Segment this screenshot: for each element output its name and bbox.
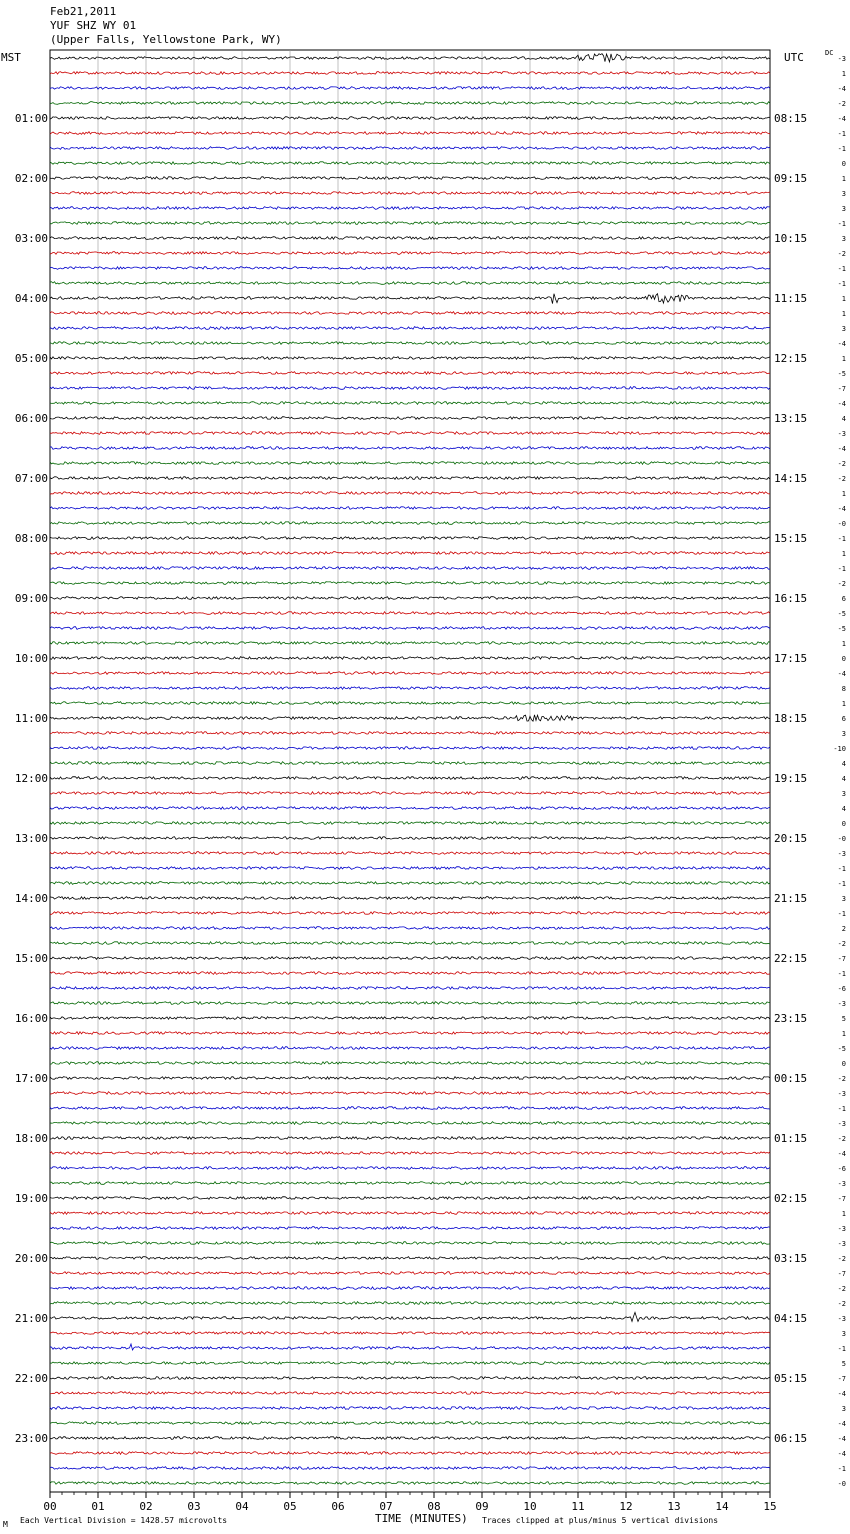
- seismic-trace: [50, 1242, 770, 1245]
- dc-offset-value: -3: [837, 1315, 846, 1323]
- utc-hour-label: 01:15: [774, 1132, 808, 1145]
- dc-offset-value: -5: [837, 610, 846, 618]
- seismic-trace: [50, 522, 770, 525]
- dc-offset-value: -2: [837, 250, 846, 258]
- dc-offset-value: 0: [841, 1060, 846, 1068]
- x-tick-label: 13: [667, 1500, 681, 1513]
- seismic-trace: [50, 222, 770, 225]
- x-tick-label: 14: [715, 1500, 729, 1513]
- dc-offset-value: 4: [841, 775, 846, 783]
- seismic-trace: [50, 972, 770, 975]
- seismic-trace: [50, 777, 770, 780]
- seismic-trace: [50, 927, 770, 930]
- seismic-trace: [50, 612, 770, 615]
- dc-offset-value: 1: [841, 175, 846, 183]
- mst-hour-label: 05:00: [14, 352, 48, 365]
- seismic-trace: [50, 957, 770, 960]
- dc-offset-value: -1: [837, 145, 846, 153]
- seismic-trace: [50, 1212, 770, 1215]
- utc-hour-label: 13:15: [774, 412, 808, 425]
- seismic-trace: [50, 1167, 770, 1170]
- seismic-trace: [50, 1107, 770, 1110]
- x-tick-label: 05: [283, 1500, 297, 1513]
- seismic-trace: [50, 1227, 770, 1230]
- seismic-trace: [50, 882, 770, 885]
- seismic-trace: [50, 1362, 770, 1365]
- mst-hour-label: 01:00: [14, 112, 48, 125]
- dc-offset-value: 6: [841, 715, 846, 723]
- dc-offset-value: 0: [841, 820, 846, 828]
- dc-offset-value: 3: [841, 1405, 846, 1413]
- seismic-trace: [50, 1077, 770, 1080]
- utc-hour-label: 00:15: [774, 1072, 808, 1085]
- dc-offset-value: -4: [837, 505, 846, 513]
- seismic-trace: [50, 162, 770, 165]
- station-location: (Upper Falls, Yellowstone Park, WY): [50, 33, 282, 46]
- seismic-trace: [50, 147, 770, 150]
- seismic-trace: [50, 357, 770, 360]
- seismic-trace: [50, 1302, 770, 1305]
- seismic-trace: [50, 72, 770, 75]
- dc-offset-value: -4: [837, 1390, 846, 1398]
- dc-offset-value: -2: [837, 1255, 846, 1263]
- seismic-trace: [50, 942, 770, 945]
- seismic-trace: [50, 342, 770, 345]
- seismic-trace: [50, 102, 770, 105]
- dc-offset-value: -7: [837, 1375, 846, 1383]
- x-tick-label: 03: [187, 1500, 201, 1513]
- seismic-trace: [50, 552, 770, 555]
- dc-offset-value: -5: [837, 625, 846, 633]
- utc-hour-label: 16:15: [774, 592, 808, 605]
- mst-hour-label: 17:00: [14, 1072, 48, 1085]
- x-tick-label: 01: [91, 1500, 105, 1513]
- mst-hour-label: 14:00: [14, 892, 48, 905]
- dc-offset-value: 3: [841, 205, 846, 213]
- dc-offset-value: 2: [841, 925, 846, 933]
- seismic-trace: [50, 807, 770, 810]
- dc-offset-value: -7: [837, 1270, 846, 1278]
- seismic-trace: [50, 867, 770, 870]
- mst-hour-label: 10:00: [14, 652, 48, 665]
- dc-offset-value: -4: [837, 445, 846, 453]
- dc-offset-value: -1: [837, 535, 846, 543]
- dc-offset-value: -3: [837, 1180, 846, 1188]
- dc-offset-value: -1: [837, 130, 846, 138]
- seismic-trace: [50, 87, 770, 90]
- mst-hour-label: 11:00: [14, 712, 48, 725]
- x-tick-label: 11: [571, 1500, 585, 1513]
- dc-offset-value: -4: [837, 115, 846, 123]
- dc-offset-value: -2: [837, 1300, 846, 1308]
- dc-offset-value: -6: [837, 1165, 846, 1173]
- dc-offset-value: 1: [841, 70, 846, 78]
- corner-mark: M: [3, 1520, 8, 1529]
- seismic-trace: [50, 1344, 770, 1350]
- seismic-trace: [50, 1002, 770, 1005]
- dc-offset-value: -1: [837, 1105, 846, 1113]
- utc-hour-label: 03:15: [774, 1252, 808, 1265]
- mst-hour-label: 09:00: [14, 592, 48, 605]
- dc-offset-value: 8: [841, 685, 846, 693]
- seismic-trace: [50, 117, 770, 120]
- clip-note: Traces clipped at plus/minus 5 vertical divisions: [482, 1516, 719, 1525]
- dc-offset-value: -4: [837, 670, 846, 678]
- dc-offset-value: 3: [841, 790, 846, 798]
- dc-offset-value: -7: [837, 955, 846, 963]
- utc-hour-label: 22:15: [774, 952, 808, 965]
- utc-hour-label: 19:15: [774, 772, 808, 785]
- dc-offset-value: -3: [837, 55, 846, 63]
- seismic-trace: [50, 1482, 770, 1485]
- seismic-trace: [50, 762, 770, 765]
- seismic-trace: [50, 1287, 770, 1290]
- seismic-trace: [50, 1392, 770, 1395]
- plot-date: Feb21,2011: [50, 5, 117, 18]
- seismic-trace: [50, 1422, 770, 1425]
- dc-offset-value: -1: [837, 970, 846, 978]
- utc-hour-label: 02:15: [774, 1192, 808, 1205]
- dc-offset-value: -5: [837, 370, 846, 378]
- x-tick-label: 10: [523, 1500, 537, 1513]
- utc-hour-label: 15:15: [774, 532, 808, 545]
- x-tick-label: 07: [379, 1500, 393, 1513]
- dc-offset-value: -10: [833, 745, 846, 753]
- dc-offset-value: 6: [841, 595, 846, 603]
- dc-offset-value: -1: [837, 910, 846, 918]
- seismic-trace: [50, 1017, 770, 1020]
- dc-offset-value: -3: [837, 1000, 846, 1008]
- dc-offset-value: -1: [837, 880, 846, 888]
- seismic-trace: [50, 1452, 770, 1455]
- utc-hour-label: 09:15: [774, 172, 808, 185]
- dc-offset-value: -4: [837, 1450, 846, 1458]
- seismic-trace: [50, 417, 770, 420]
- x-tick-label: 04: [235, 1500, 249, 1513]
- station-code: YUF SHZ WY 01: [50, 19, 137, 32]
- seismic-trace: [50, 582, 770, 585]
- dc-offset-value: 1: [841, 310, 846, 318]
- seismic-trace: [50, 657, 770, 660]
- utc-hour-label: 23:15: [774, 1012, 808, 1025]
- dc-offset-value: -7: [837, 1195, 846, 1203]
- seismic-trace: [50, 54, 770, 62]
- dc-offset-value: 5: [841, 1360, 846, 1368]
- dc-offset-value: -4: [837, 1150, 846, 1158]
- seismic-trace: [50, 372, 770, 375]
- dc-offset-value: -1: [837, 565, 846, 573]
- seismic-trace: [50, 132, 770, 135]
- seismic-trace: [50, 1437, 770, 1440]
- seismic-trace: [50, 1272, 770, 1275]
- dc-offset-value: -3: [837, 1225, 846, 1233]
- seismic-trace: [50, 537, 770, 540]
- dc-offset-value: -0: [837, 1480, 846, 1488]
- seismic-trace: [50, 732, 770, 735]
- x-tick-label: 08: [427, 1500, 441, 1513]
- seismic-trace: [50, 402, 770, 405]
- seismic-trace: [50, 1312, 770, 1321]
- utc-hour-label: 18:15: [774, 712, 808, 725]
- mst-hour-label: 19:00: [14, 1192, 48, 1205]
- x-axis-title: TIME (MINUTES): [375, 1512, 468, 1525]
- seismic-trace: [50, 897, 770, 900]
- mst-hour-label: 22:00: [14, 1372, 48, 1385]
- dc-offset-value: 5: [841, 1015, 846, 1023]
- dc-offset-value: -3: [837, 850, 846, 858]
- dc-offset-value: -1: [837, 220, 846, 228]
- dc-offset-value: -2: [837, 475, 846, 483]
- utc-hour-label: 20:15: [774, 832, 808, 845]
- mst-hour-label: 16:00: [14, 1012, 48, 1025]
- dc-label: DC: [825, 49, 834, 57]
- seismic-trace: [50, 1257, 770, 1260]
- seismic-trace: [50, 1197, 770, 1200]
- utc-hour-label: 04:15: [774, 1312, 808, 1325]
- dc-offset-value: -1: [837, 865, 846, 873]
- seismic-trace: [50, 267, 770, 270]
- utc-hour-label: 05:15: [774, 1372, 808, 1385]
- seismic-trace: [50, 687, 770, 690]
- seismic-trace: [50, 177, 770, 180]
- mst-hour-label: 08:00: [14, 532, 48, 545]
- mst-hour-label: 23:00: [14, 1432, 48, 1445]
- dc-offset-value: 1: [841, 490, 846, 498]
- seismic-trace: [50, 837, 770, 840]
- dc-offset-value: 1: [841, 1210, 846, 1218]
- dc-offset-value: -7: [837, 385, 846, 393]
- seismic-trace: [50, 792, 770, 795]
- dc-offset-value: 1: [841, 355, 846, 363]
- seismic-trace: [50, 822, 770, 825]
- seismic-trace: [50, 672, 770, 675]
- x-tick-label: 12: [619, 1500, 633, 1513]
- utc-hour-label: 11:15: [774, 292, 808, 305]
- seismic-trace: [50, 627, 770, 630]
- dc-offset-value: 3: [841, 895, 846, 903]
- dc-offset-value: -3: [837, 1090, 846, 1098]
- seismic-trace: [50, 597, 770, 600]
- seismic-trace: [50, 192, 770, 195]
- dc-offset-value: -1: [837, 265, 846, 273]
- dc-offset-value: -0: [837, 835, 846, 843]
- dc-offset-value: -6: [837, 985, 846, 993]
- scale-note: Each Vertical Division = 1428.57 microvolts: [20, 1516, 228, 1525]
- seismic-trace: [50, 1137, 770, 1140]
- mst-hour-label: 15:00: [14, 952, 48, 965]
- dc-offset-value: 1: [841, 700, 846, 708]
- seismic-trace: [50, 462, 770, 465]
- seismic-trace: [50, 387, 770, 390]
- dc-offset-value: 1: [841, 550, 846, 558]
- dc-offset-value: -2: [837, 580, 846, 588]
- dc-offset-value: 0: [841, 655, 846, 663]
- seismic-trace: [50, 447, 770, 450]
- dc-offset-value: 3: [841, 190, 846, 198]
- dc-offset-value: -1: [837, 1345, 846, 1353]
- utc-hour-label: 10:15: [774, 232, 808, 245]
- mst-hour-label: 20:00: [14, 1252, 48, 1265]
- dc-offset-value: 1: [841, 295, 846, 303]
- utc-hour-label: 14:15: [774, 472, 808, 485]
- dc-offset-value: 3: [841, 235, 846, 243]
- dc-offset-value: -3: [837, 1240, 846, 1248]
- right-timezone-label: UTC: [784, 51, 804, 64]
- dc-offset-value: 4: [841, 760, 846, 768]
- seismic-trace: [50, 477, 770, 480]
- dc-offset-value: -2: [837, 100, 846, 108]
- mst-hour-label: 12:00: [14, 772, 48, 785]
- seismic-trace: [50, 432, 770, 435]
- dc-offset-value: 3: [841, 325, 846, 333]
- dc-offset-value: -1: [837, 1465, 846, 1473]
- dc-offset-value: -2: [837, 1285, 846, 1293]
- seismic-trace: [50, 987, 770, 990]
- dc-offset-value: 0: [841, 160, 846, 168]
- dc-offset-value: 4: [841, 415, 846, 423]
- seismic-trace: [50, 1092, 770, 1095]
- utc-hour-label: 21:15: [774, 892, 808, 905]
- seismic-trace: [50, 507, 770, 510]
- mst-hour-label: 07:00: [14, 472, 48, 485]
- utc-hour-label: 06:15: [774, 1432, 808, 1445]
- mst-hour-label: 06:00: [14, 412, 48, 425]
- seismic-trace: [50, 1047, 770, 1050]
- seismic-trace: [50, 642, 770, 645]
- dc-offset-value: -1: [837, 280, 846, 288]
- dc-offset-value: -5: [837, 1045, 846, 1053]
- seismic-trace: [50, 852, 770, 855]
- dc-offset-value: 3: [841, 1330, 846, 1338]
- seismic-trace: [50, 1407, 770, 1410]
- seismic-trace: [50, 702, 770, 705]
- x-tick-label: 15: [763, 1500, 777, 1513]
- seismic-trace: [50, 312, 770, 315]
- x-tick-label: 06: [331, 1500, 345, 1513]
- mst-hour-label: 03:00: [14, 232, 48, 245]
- mst-hour-label: 02:00: [14, 172, 48, 185]
- dc-offset-value: -2: [837, 1135, 846, 1143]
- seismic-trace: [50, 1467, 770, 1470]
- dc-offset-value: -4: [837, 85, 846, 93]
- dc-offset-value: -3: [837, 1120, 846, 1128]
- utc-hour-label: 12:15: [774, 352, 808, 365]
- dc-offset-value: -2: [837, 1075, 846, 1083]
- utc-hour-label: 08:15: [774, 112, 808, 125]
- seismic-trace: [50, 282, 770, 285]
- dc-offset-value: -4: [837, 340, 846, 348]
- seismic-trace: [50, 237, 770, 240]
- utc-hour-label: 17:15: [774, 652, 808, 665]
- dc-offset-value: -0: [837, 520, 846, 528]
- seismic-trace: [50, 1062, 770, 1065]
- x-tick-label: 02: [139, 1500, 153, 1513]
- mst-hour-label: 13:00: [14, 832, 48, 845]
- dc-offset-value: 1: [841, 1030, 846, 1038]
- mst-hour-label: 04:00: [14, 292, 48, 305]
- seismic-trace: [50, 1152, 770, 1155]
- x-tick-label: 00: [43, 1500, 57, 1513]
- seismic-trace: [50, 1032, 770, 1035]
- dc-offset-value: 4: [841, 805, 846, 813]
- seismic-trace: [50, 567, 770, 570]
- seismic-trace: [50, 912, 770, 915]
- seismic-trace: [50, 294, 770, 304]
- mst-hour-label: 18:00: [14, 1132, 48, 1145]
- seismic-trace: [50, 1122, 770, 1125]
- mst-hour-label: 21:00: [14, 1312, 48, 1325]
- seismic-trace: [50, 1182, 770, 1185]
- dc-offset-value: -2: [837, 460, 846, 468]
- dc-offset-value: -4: [837, 1420, 846, 1428]
- left-timezone-label: MST: [1, 51, 21, 64]
- dc-offset-value: -2: [837, 940, 846, 948]
- seismic-trace: [50, 715, 770, 721]
- seismic-trace: [50, 747, 770, 750]
- seismic-trace: [50, 207, 770, 210]
- dc-offset-value: -4: [837, 400, 846, 408]
- seismic-trace: [50, 492, 770, 495]
- dc-offset-value: -3: [837, 430, 846, 438]
- dc-offset-value: -4: [837, 1435, 846, 1443]
- seismic-trace: [50, 1377, 770, 1380]
- dc-offset-value: 3: [841, 730, 846, 738]
- seismic-trace: [50, 1332, 770, 1335]
- dc-offset-value: 1: [841, 640, 846, 648]
- x-tick-label: 09: [475, 1500, 489, 1513]
- seismic-trace: [50, 252, 770, 255]
- seismic-trace: [50, 327, 770, 330]
